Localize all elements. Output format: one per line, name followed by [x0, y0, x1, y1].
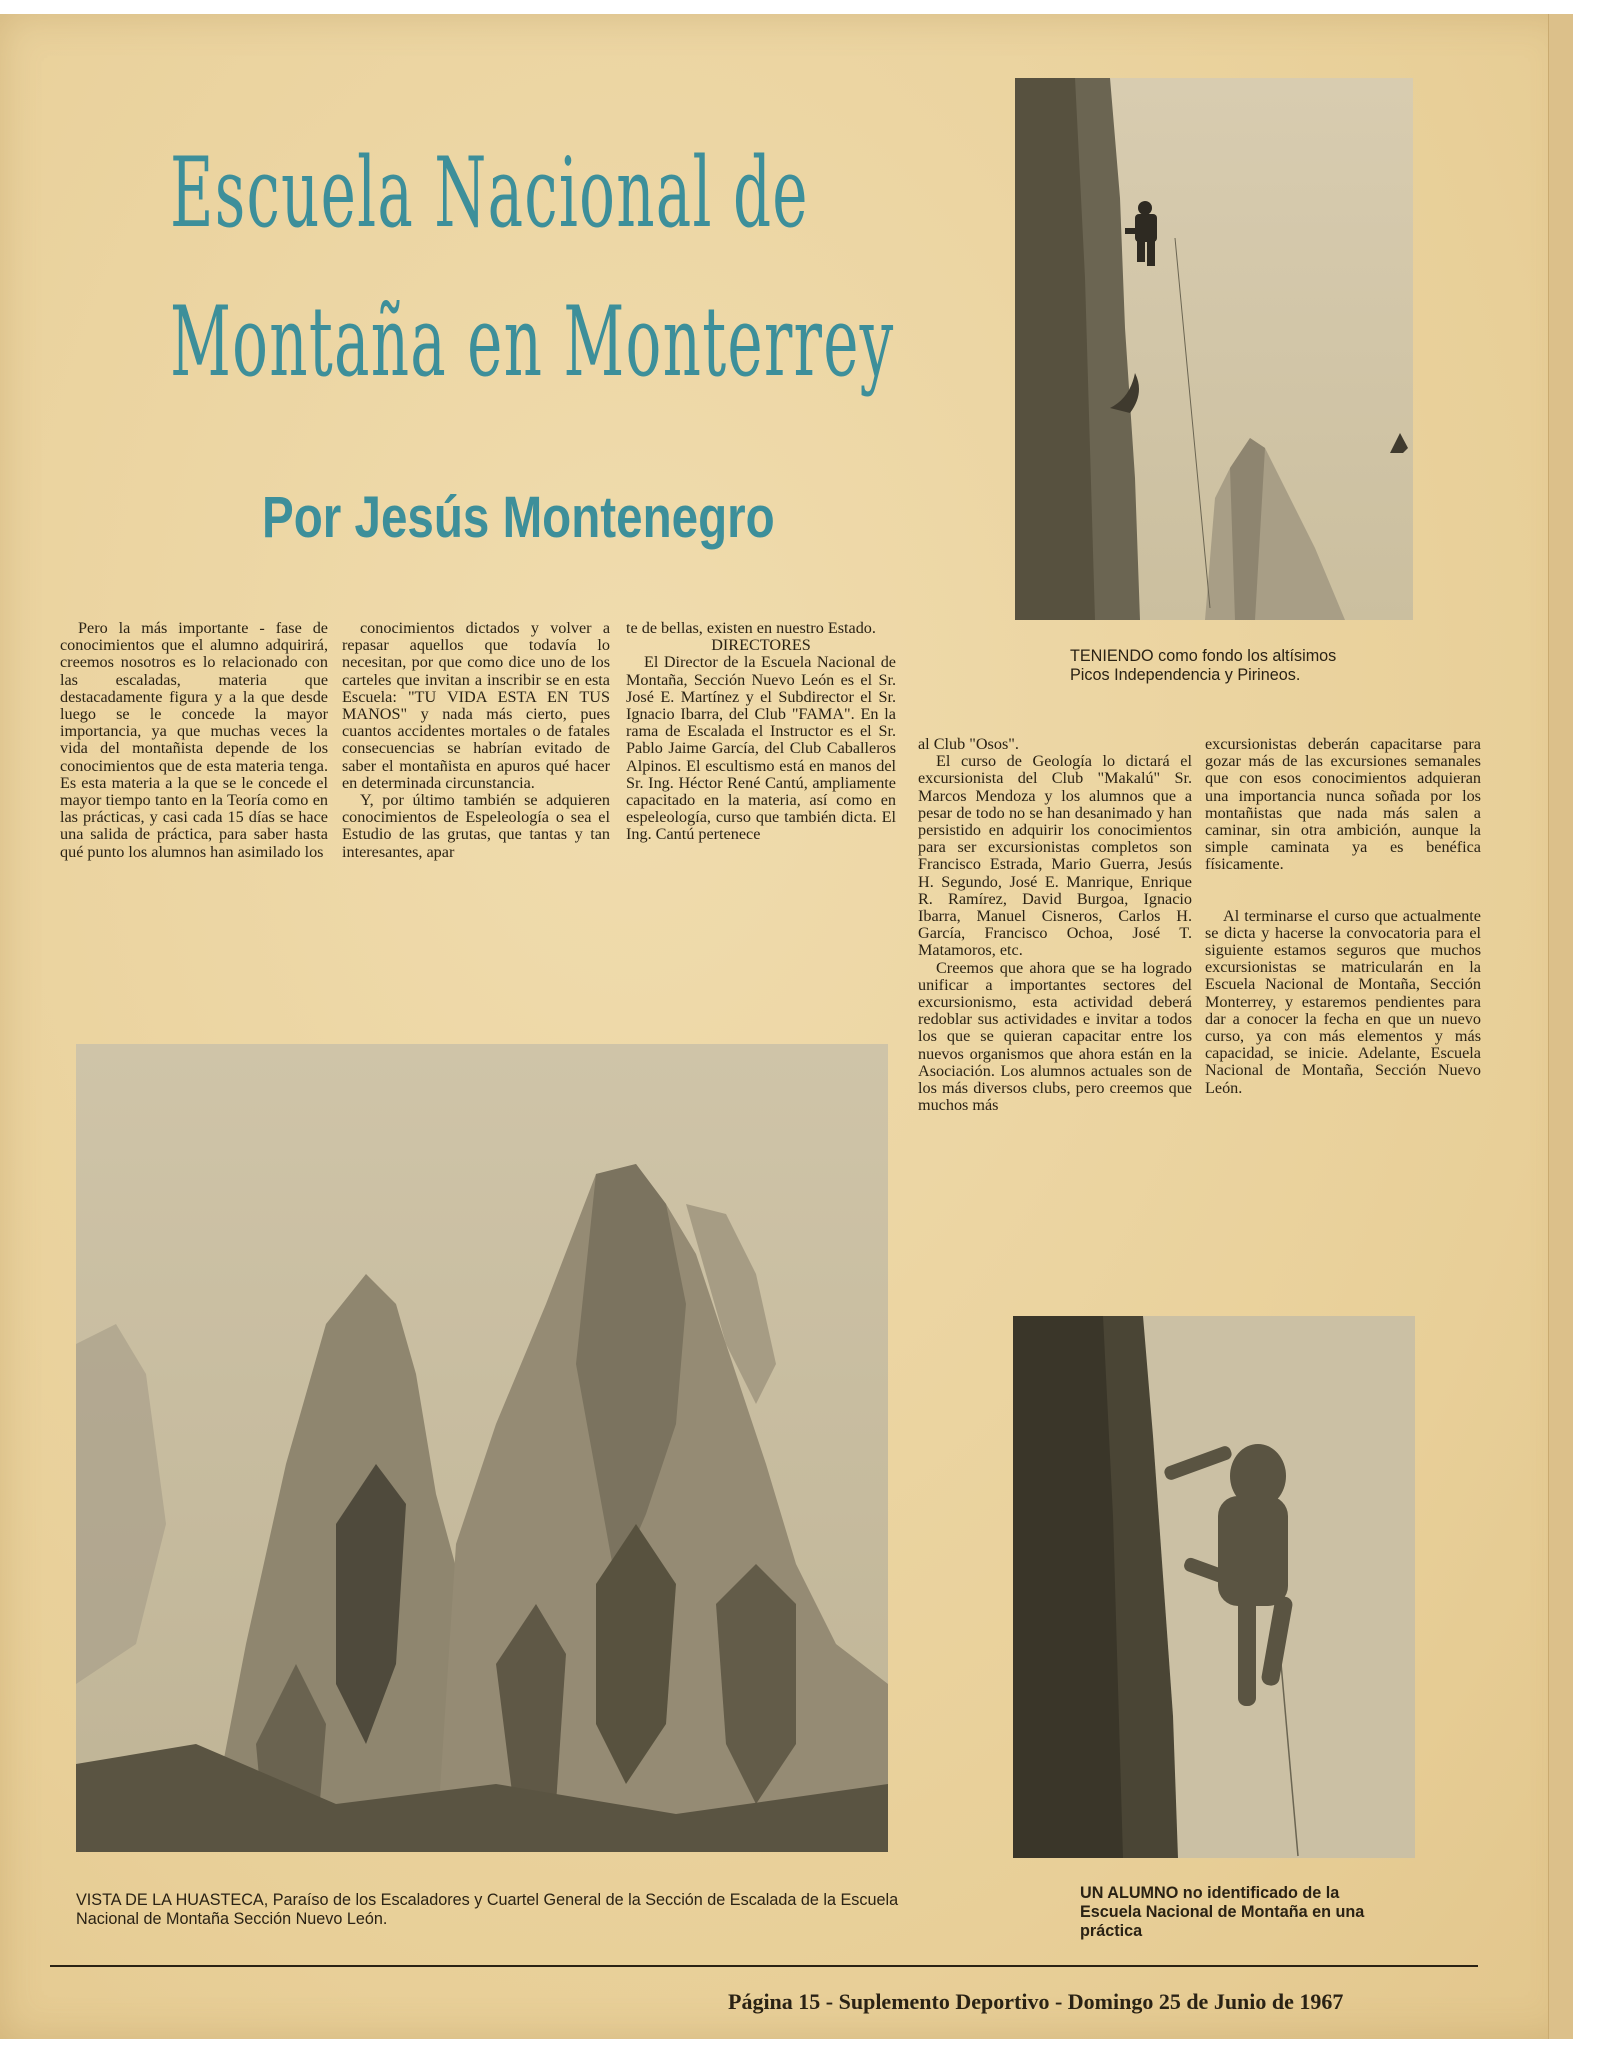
article-column-5	[1205, 736, 1481, 1097]
headline-line-2: Montaña en Monterrey	[170, 285, 895, 398]
paragraph-continuation: al Club "Osos".	[918, 735, 1019, 753]
section-heading-directores: DIRECTORES	[711, 636, 811, 655]
page-footer: Página 15 - Suplemento Deportivo - Domingo 25 de Junio de 1967	[728, 1989, 1344, 2014]
huasteca-peaks-photo	[76, 1044, 888, 1852]
paragraph: Pero la más importante - fase de conocimientos que el alumno adquirirá, creemos nosotros es lo relacionado con las escaladas, materia que destacadamente figura y a la que desde luego se le concede la mayor importancia, ya que muchas veces la vida del montañista depende de los conocimientos que de esta materia tenga. Es esta materia a la que se le concede el mayor tiempo tanto en la Teoría como en las prácticas, y casi cada 15 días se hace una salida de práctica, para saber hasta qué punto los alumnos han asimilado los	[60, 619, 328, 861]
student-climbing-photo	[1013, 1316, 1415, 1858]
photo-caption-student: UN ALUMNO no identificado de la Escuela Nacional de Montaña en una práctica	[1080, 1884, 1365, 1940]
paragraph: Al terminarse el curso que actualmente se dicta y hacerse la convocatoria para el siguiente estamos seguros que muchos excursionistas se matricularán en la Escuela Nacional de Montaña, Sección Monterrey, y estaremos pendientes para dar a conocer la fecha en que un nuevo curso, ya con más elementos y más capacidad, se inicie. Adelante, Escuela Nacional de Montaña, Sección Nuevo León.	[1205, 906, 1481, 1097]
article-column-4	[918, 736, 1192, 1114]
paragraph: conocimientos dictados y volver a repasar aquellos que todavía lo necesitan, por que como dice uno de los carteles que invitan a inscribir se en esta Escuela: "TU VIDA ESTA EN TUS MANOS" y nada más cierto, pues cuantos accidentes mortales o de fatales consecuencias se habrían evitado de saber el montañista en apuros qué hacer en determinada circunstancia.	[342, 619, 610, 792]
paragraph: El curso de Geología lo dictará el excursionista del Club "Makalú" Sr. Marcos Mendoza y los alumnos que a pesar de todo no se han desanimado y han persistido en adquirir los conocimientos para ser excursionistas completos son Francisco Estrada, Mario Guerra, Jesús H. Segundo, José E. Manrique, Enrique R. Ramírez, David Burgoa, Ignacio Ibarra, Manuel Cisneros, Carlos H. García, Francisco Ochoa, José T. Matamoros, etc.	[918, 752, 1192, 960]
paragraph: Y, por último también se adquieren conocimientos de Espeleología o sea el Estudio de las grutas, que tantas y tan interesantes, apar	[342, 791, 610, 861]
photo-caption-climber: TENIENDO como fondo los altísimos Picos Independencia y Pirineos.	[1070, 647, 1337, 684]
footer-divider	[50, 1965, 1478, 1967]
article-column-3	[626, 620, 896, 844]
paragraph-continuation: excursionistas deberán capacitarse para gozar más de las excursiones semanales que con esos conocimientos adquieran una importancia nunca soñada por los montañistas que nada más salen a caminar, sin otra ambición, aunque la simple caminata ya es benéfica físicamente.	[1205, 735, 1481, 874]
climber-rock-wall-photo	[1015, 78, 1413, 620]
byline: Por Jesús Montenegro	[262, 485, 775, 550]
headline	[170, 119, 895, 417]
headline-line-1: Escuela Nacional de	[170, 137, 809, 249]
photo-caption-huasteca: VISTA DE LA HUASTECA, Paraíso de los Escaladores y Cuartel General de la Sección de Escalada de la Escuela Nacional de Montaña Sección Nuevo León.	[76, 1891, 899, 1928]
paragraph-continuation: te de bellas, existen en nuestro Estado.	[626, 619, 876, 637]
article-column-1	[60, 620, 328, 861]
paragraph: El Director de la Escuela Nacional de Montaña, Sección Nuevo León es el Sr. José E. Martínez y el Subdirector el Sr. Ignacio Ibarra, del Club "FAMA". En la rama de Escalada el Instructor es el Sr. Pablo Jaime García, del Club Caballeros Alpinos. El escultismo está en manos del Sr. Ing. Héctor René Cantú, ampliamente capacitado en la materia, así como en espeleología, curso que también dicta. El Ing. Cantú pertenece	[626, 653, 896, 844]
article-column-2	[342, 620, 610, 861]
page-fold-edge	[1548, 14, 1573, 2039]
paragraph: Creemos que ahora que se ha logrado unificar a importantes sectores del excursionismo, esta actividad deberá redoblar sus actividades e invitar a todos los que se quieran capacitar entre los nuevos organismos que ahora están en la Asociación. Los alumnos actuales son de los más diversos clubs, pero creemos que muchos más	[918, 958, 1192, 1115]
newspaper-page	[0, 14, 1572, 2039]
